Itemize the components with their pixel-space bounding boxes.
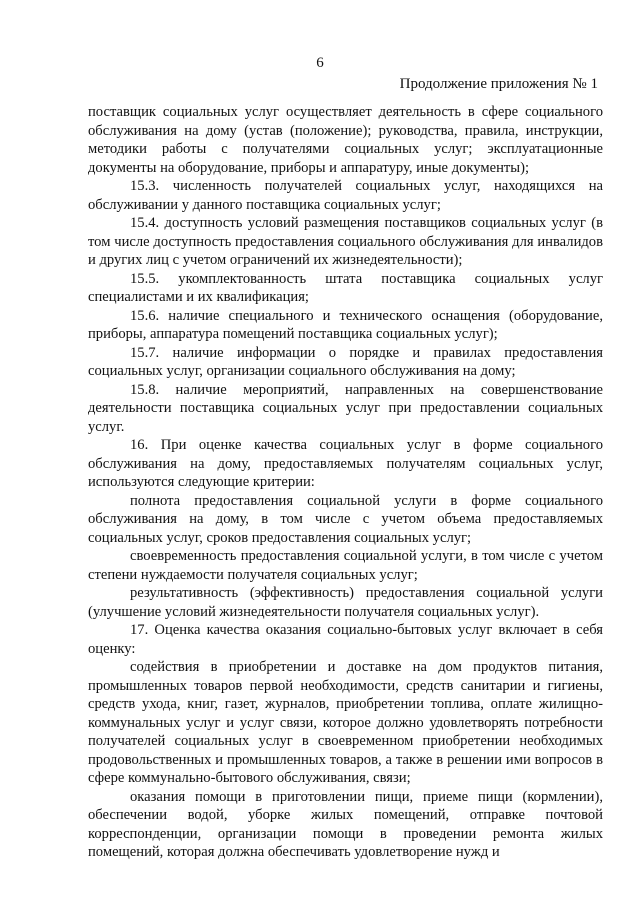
page-number: 6 bbox=[316, 55, 324, 71]
paragraph-15-5: 15.5. укомплектованность штата поставщика социальных услуг специалистами и их квалификация; bbox=[88, 270, 603, 305]
paragraph-criterion-completeness: полнота предоставления социальной услуги в форме социального обслуживания на дому, в том числе с учетом объема предоставляемых социальных услуг, сроков предоставления социальных услуг; bbox=[88, 492, 603, 546]
paragraph-15-4: 15.4. доступность условий размещения поставщиков социальных услуг (в том числе доступность предоставления социального обслуживания для инвалидов и других лиц с учетом ограничений их жизнедеятельности); bbox=[88, 215, 603, 268]
paragraph-15-7: 15.7. наличие информации о порядке и правилах предоставления социальных услуг, организации социального обслуживания на дому; bbox=[88, 344, 603, 379]
paragraph-provider-documents: поставщик социальных услуг осуществляет деятельность в сфере социального обслуживания на дому (устав (положение); руководства, правила, инструкции, методики работы с получателями социальных услуг; эксплуатационные документы на оборудование, приборы и аппаратуру, иные документы); bbox=[88, 104, 603, 176]
paragraph-15-8: 15.8. наличие мероприятий, направленных на совершенствование деятельности поставщика социальных услуг при предоставлении социальных услуг. bbox=[88, 381, 603, 435]
paragraph-17: 17. Оценка качества оказания социально-бытовых услуг включает в себя оценку: bbox=[88, 622, 603, 657]
appendix-continuation-note: Продолжение приложения № 1 bbox=[399, 76, 598, 92]
paragraph-assessment-cooking: оказания помощи в приготовлении пищи, приеме пищи (кормлении), обеспечении водой, уборке жилых помещений, отправке почтовой корреспонденции, организации помощи в проведении ремонта жилых помещений, которая должна обеспечивать удовлетворение нужд и bbox=[88, 788, 603, 860]
paragraph-15-3: 15.3. численность получателей социальных услуг, находящихся на обслуживании у данного поставщика социальных услуг; bbox=[88, 178, 603, 213]
paragraph-criterion-effectiveness: результативность (эффективность) предоставления социальной услуги (улучшение условий жизнедеятельности получателя социальных услуг). bbox=[88, 585, 603, 620]
paragraph-criterion-timeliness: своевременность предоставления социальной услуги, в том числе с учетом степени нуждаемости получателя социальных услуг; bbox=[88, 548, 603, 583]
paragraph-assessment-purchasing: содействия в приобретении и доставке на дом продуктов питания, промышленных товаров первой необходимости, средств санитарии и гигиены, средств ухода, книг, газет, журналов, приобретении топлива, оплате жилищно-коммунальных услуг и услуг связи, которое должно удовлетворять потребности получателей социальных услуг в своевременном приобретении необходимых продовольственных и промышленных товаров, а также в решении ими вопросов в сфере коммунально-бытового обслуживания, связи; bbox=[88, 659, 603, 786]
paragraph-16: 16. При оценке качества социальных услуг в форме социального обслуживания на дому, предоставляемых получателям социальных услуг, используются следующие критерии: bbox=[88, 437, 603, 490]
paragraph-15-6: 15.6. наличие специального и технического оснащения (оборудование, приборы, аппаратура помещений поставщика социальных услуг); bbox=[88, 307, 603, 342]
document-body bbox=[88, 103, 603, 862]
